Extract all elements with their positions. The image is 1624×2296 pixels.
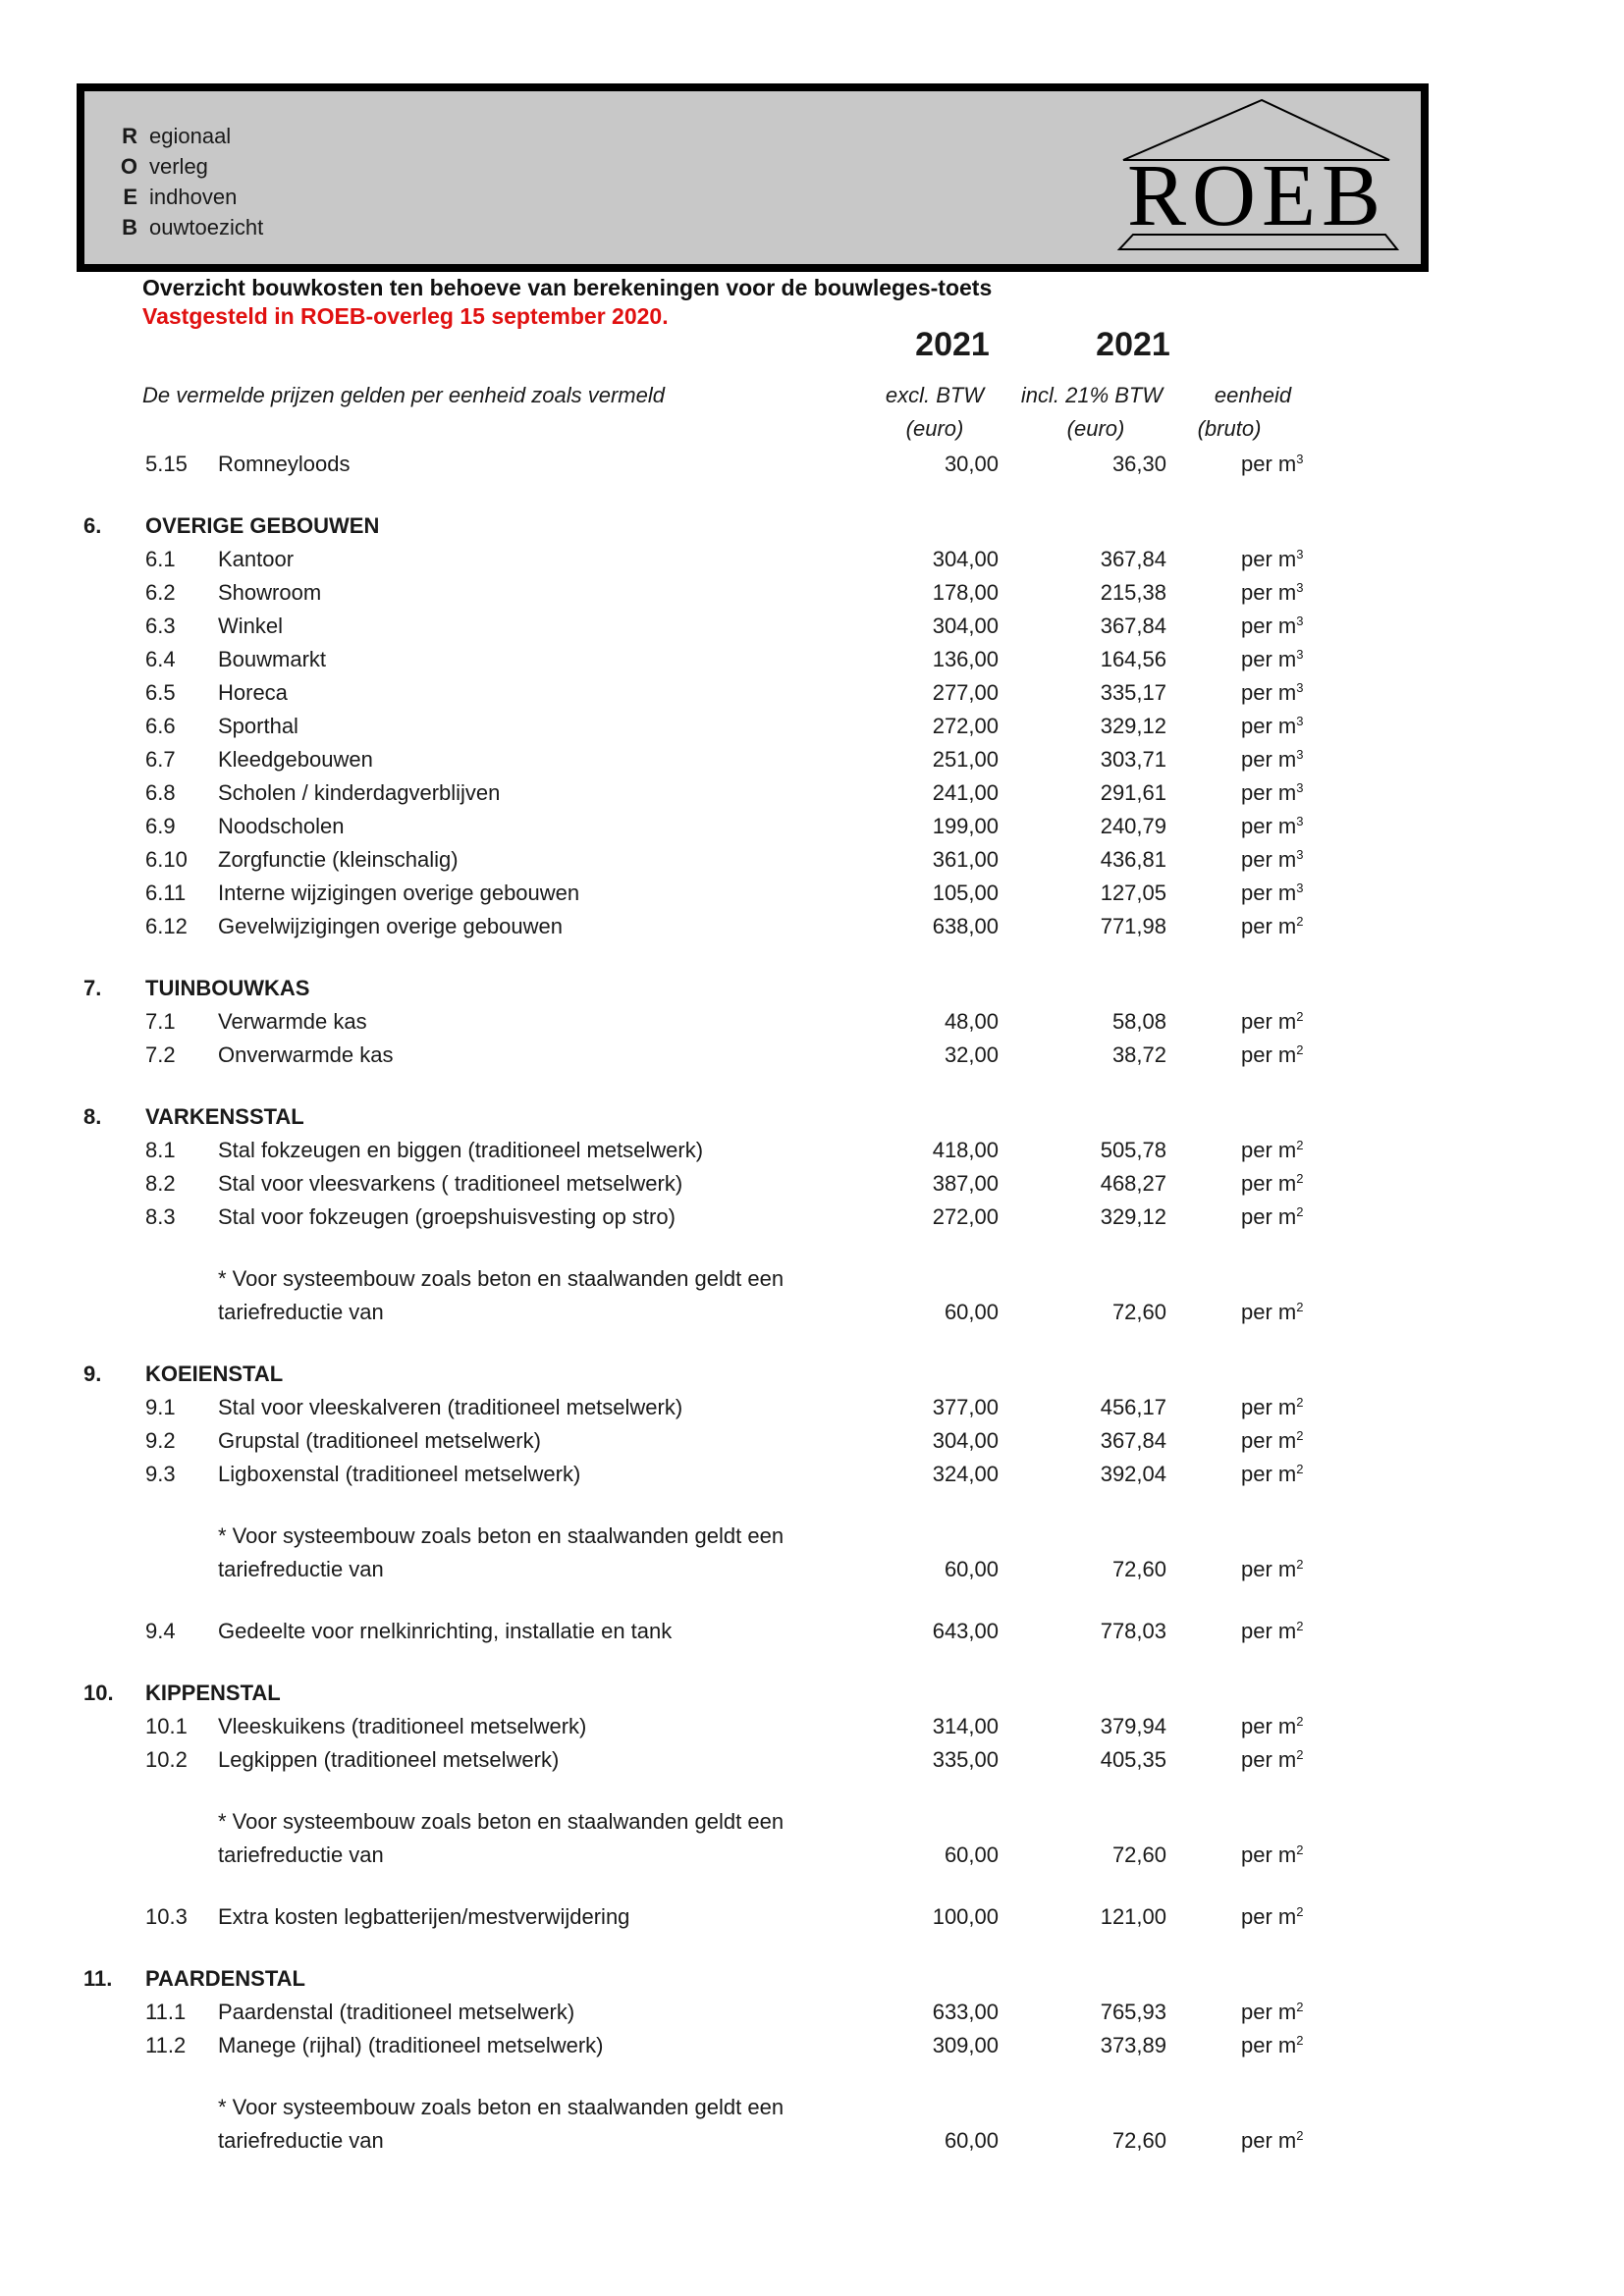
column-header-incl-btw: incl. 21% BTW bbox=[1020, 383, 1164, 407]
unit-base: per m bbox=[1241, 914, 1297, 938]
unit-superscript: 3 bbox=[1296, 747, 1304, 762]
column-header-excl-btw: excl. BTW bbox=[885, 383, 985, 407]
unit-superscript: 2 bbox=[1296, 1747, 1304, 1762]
unit-label bbox=[1241, 843, 1303, 880]
table-row bbox=[0, 509, 1624, 543]
item-number: 9.2 bbox=[145, 1428, 176, 1453]
unit-superscript: 2 bbox=[1296, 1395, 1304, 1410]
unit-label bbox=[1241, 743, 1303, 779]
item-description: Paardenstal (traditioneel metselwerk) bbox=[218, 2000, 575, 2024]
item-description: tariefreductie van bbox=[218, 2128, 384, 2153]
table-row bbox=[0, 1962, 1624, 1996]
unit-superscript: 2 bbox=[1296, 1138, 1304, 1152]
unit-superscript: 3 bbox=[1296, 547, 1304, 561]
price-incl-btw: 379,94 bbox=[1100, 1714, 1166, 1738]
item-number: 10.3 bbox=[145, 1904, 188, 1929]
unit-base: per m bbox=[1241, 647, 1297, 671]
price-incl-btw: 392,04 bbox=[1100, 1462, 1166, 1486]
item-number: 6.5 bbox=[145, 680, 176, 705]
price-incl-btw: 36,30 bbox=[1111, 452, 1166, 476]
acronym-word-rest: indhoven bbox=[149, 185, 238, 209]
price-incl-btw: 456,17 bbox=[1100, 1395, 1166, 1419]
item-description: Stal voor vleeskalveren (traditioneel metselwerk) bbox=[218, 1395, 683, 1419]
price-excl-btw: 324,00 bbox=[932, 1462, 999, 1486]
item-number: 6.4 bbox=[145, 647, 176, 671]
item-description: Vleeskuikens (traditioneel metselwerk) bbox=[218, 1714, 587, 1738]
table-row bbox=[0, 1677, 1624, 1710]
price-excl-btw: 304,00 bbox=[932, 1428, 999, 1453]
unit-superscript: 2 bbox=[1296, 2000, 1304, 2014]
unit-superscript: 2 bbox=[1296, 1714, 1304, 1729]
roeb-acronym-line bbox=[114, 212, 263, 242]
price-excl-btw: 199,00 bbox=[932, 814, 999, 838]
item-description: Interne wijzigingen overige gebouwen bbox=[218, 881, 580, 905]
item-description: Stal voor fokzeugen (groepshuisvesting op stro) bbox=[218, 1204, 676, 1229]
unit-label bbox=[1241, 1900, 1303, 1937]
unit-label bbox=[1241, 1615, 1303, 1651]
section-number: 8. bbox=[83, 1104, 102, 1129]
roeb-logo-banner bbox=[77, 83, 1429, 272]
table-row bbox=[0, 576, 1624, 610]
price-excl-btw: 32,00 bbox=[944, 1042, 999, 1067]
unit-base: per m bbox=[1241, 2128, 1297, 2153]
item-number: 8.3 bbox=[145, 1204, 176, 1229]
price-incl-btw: 127,05 bbox=[1100, 881, 1166, 905]
item-number: 9.3 bbox=[145, 1462, 176, 1486]
price-incl-btw: 58,08 bbox=[1111, 1009, 1166, 1034]
unit-label bbox=[1241, 676, 1303, 713]
price-excl-btw: 277,00 bbox=[932, 680, 999, 705]
unit-superscript: 2 bbox=[1296, 1904, 1304, 1919]
price-excl-btw: 60,00 bbox=[944, 2128, 999, 2153]
price-incl-btw: 771,98 bbox=[1100, 914, 1166, 938]
table-row bbox=[0, 1039, 1624, 1072]
price-excl-btw: 272,00 bbox=[932, 714, 999, 738]
logo-roeb-text: ROEB bbox=[1126, 147, 1387, 244]
price-excl-btw: 335,00 bbox=[932, 1747, 999, 1772]
table-row bbox=[0, 1710, 1624, 1743]
unit-superscript: 3 bbox=[1296, 814, 1304, 828]
price-incl-btw: 329,12 bbox=[1100, 714, 1166, 738]
table-row bbox=[0, 1358, 1624, 1391]
price-excl-btw: 272,00 bbox=[932, 1204, 999, 1229]
unit-base: per m bbox=[1241, 780, 1297, 805]
section-number: 6. bbox=[83, 513, 102, 538]
price-incl-btw: 72,60 bbox=[1111, 1842, 1166, 1867]
table-row bbox=[0, 910, 1624, 943]
section-title: OVERIGE GEBOUWEN bbox=[145, 513, 380, 538]
unit-label bbox=[1241, 448, 1303, 484]
unit-superscript: 2 bbox=[1296, 1428, 1304, 1443]
unit-superscript: 2 bbox=[1296, 1462, 1304, 1476]
item-number: 8.1 bbox=[145, 1138, 176, 1162]
unit-label bbox=[1241, 1553, 1303, 1589]
table-row bbox=[0, 1458, 1624, 1491]
price-excl-btw: 100,00 bbox=[932, 1904, 999, 1929]
unit-superscript: 3 bbox=[1296, 452, 1304, 466]
unit-superscript: 2 bbox=[1296, 2033, 1304, 2048]
unit-base: per m bbox=[1241, 881, 1297, 905]
item-number: 6.1 bbox=[145, 547, 176, 571]
table-row bbox=[0, 1005, 1624, 1039]
price-incl-btw: 291,61 bbox=[1100, 780, 1166, 805]
item-number: 6.6 bbox=[145, 714, 176, 738]
document-subtitle-red: Vastgesteld in ROEB-overleg 15 september 2020. bbox=[142, 303, 669, 329]
unit-label bbox=[1241, 1201, 1303, 1237]
unit-label bbox=[1241, 710, 1303, 746]
unit-superscript: 2 bbox=[1296, 1557, 1304, 1572]
unit-label bbox=[1241, 877, 1303, 913]
unit-label bbox=[1241, 776, 1303, 813]
item-description: Stal fokzeugen en biggen (traditioneel metselwerk) bbox=[218, 1138, 704, 1162]
table-row bbox=[0, 1262, 1624, 1296]
unit-label bbox=[1241, 1039, 1303, 1075]
section-number: 9. bbox=[83, 1362, 102, 1386]
acronym-capital-letter: E bbox=[123, 185, 137, 209]
unit-superscript: 2 bbox=[1296, 1842, 1304, 1857]
unit-base: per m bbox=[1241, 1619, 1297, 1643]
unit-base: per m bbox=[1241, 1300, 1297, 1324]
unit-label bbox=[1241, 1296, 1303, 1332]
table-row bbox=[0, 610, 1624, 643]
unit-base: per m bbox=[1241, 1714, 1297, 1738]
table-row bbox=[0, 643, 1624, 676]
item-description: Grupstal (traditioneel metselwerk) bbox=[218, 1428, 541, 1453]
price-excl-btw: 60,00 bbox=[944, 1300, 999, 1324]
item-description: Legkippen (traditioneel metselwerk) bbox=[218, 1747, 560, 1772]
price-incl-btw: 38,72 bbox=[1111, 1042, 1166, 1067]
table-row bbox=[0, 1296, 1624, 1329]
unit-base: per m bbox=[1241, 847, 1297, 872]
acronym-word-rest: egionaal bbox=[149, 124, 232, 148]
item-description: * Voor systeembouw zoals beton en staalwanden geldt een bbox=[218, 1809, 785, 1834]
unit-superscript: 2 bbox=[1296, 1204, 1304, 1219]
price-excl-btw: 178,00 bbox=[932, 580, 999, 605]
unit-base: per m bbox=[1241, 580, 1297, 605]
unit-base: per m bbox=[1241, 452, 1297, 476]
unit-label bbox=[1241, 643, 1303, 679]
unit-base: per m bbox=[1241, 680, 1297, 705]
price-excl-btw: 633,00 bbox=[932, 2000, 999, 2024]
price-excl-btw: 643,00 bbox=[932, 1619, 999, 1643]
acronym-capital-letter: R bbox=[122, 124, 137, 148]
price-incl-btw: 335,17 bbox=[1100, 680, 1166, 705]
column-year-excl: 2021 bbox=[915, 326, 990, 363]
unit-label bbox=[1241, 543, 1303, 579]
table-row bbox=[0, 1900, 1624, 1934]
unit-base: per m bbox=[1241, 1462, 1297, 1486]
unit-superscript: 2 bbox=[1296, 914, 1304, 929]
price-note: De vermelde prijzen gelden per eenheid zoals vermeld bbox=[142, 383, 665, 407]
unit-superscript: 3 bbox=[1296, 780, 1304, 795]
item-number: 9.1 bbox=[145, 1395, 176, 1419]
price-incl-btw: 505,78 bbox=[1100, 1138, 1166, 1162]
price-incl-btw: 765,93 bbox=[1100, 2000, 1166, 2024]
price-incl-btw: 303,71 bbox=[1100, 747, 1166, 772]
item-description: * Voor systeembouw zoals beton en staalwanden geldt een bbox=[218, 1266, 785, 1291]
unit-label bbox=[1241, 910, 1303, 946]
item-description: Gevelwijzigingen overige gebouwen bbox=[218, 914, 564, 938]
item-number: 6.9 bbox=[145, 814, 176, 838]
unit-base: per m bbox=[1241, 1904, 1297, 1929]
table-row bbox=[0, 1167, 1624, 1201]
price-excl-btw: 304,00 bbox=[932, 547, 999, 571]
item-description: Bouwmarkt bbox=[218, 647, 327, 671]
price-excl-btw: 48,00 bbox=[944, 1009, 999, 1034]
column-subheader-euro-excl: (euro) bbox=[905, 416, 964, 441]
unit-label bbox=[1241, 1167, 1303, 1203]
item-number: 10.1 bbox=[145, 1714, 188, 1738]
unit-base: per m bbox=[1241, 2033, 1297, 2057]
item-description: tariefreductie van bbox=[218, 1300, 384, 1324]
unit-superscript: 3 bbox=[1296, 847, 1304, 862]
table-row bbox=[0, 2091, 1624, 2124]
unit-superscript: 3 bbox=[1296, 647, 1304, 662]
item-description: Noodscholen bbox=[218, 814, 345, 838]
unit-label bbox=[1241, 1458, 1303, 1494]
unit-superscript: 2 bbox=[1296, 1619, 1304, 1633]
table-row bbox=[0, 1520, 1624, 1553]
unit-superscript: 2 bbox=[1296, 1042, 1304, 1057]
cost-table bbox=[0, 448, 1624, 2158]
section-number: 7. bbox=[83, 976, 102, 1000]
table-row bbox=[0, 1839, 1624, 1872]
item-description: Horeca bbox=[218, 680, 288, 705]
item-number: 7.1 bbox=[145, 1009, 176, 1034]
price-excl-btw: 60,00 bbox=[944, 1557, 999, 1581]
unit-base: per m bbox=[1241, 1009, 1297, 1034]
unit-label bbox=[1241, 2029, 1303, 2065]
table-row bbox=[0, 1424, 1624, 1458]
item-description: Romneyloods bbox=[218, 452, 351, 476]
unit-label bbox=[1241, 1134, 1303, 1170]
item-number: 6.11 bbox=[145, 881, 187, 905]
unit-label bbox=[1241, 810, 1303, 846]
item-number: 11.2 bbox=[145, 2033, 187, 2057]
price-excl-btw: 136,00 bbox=[932, 647, 999, 671]
price-incl-btw: 468,27 bbox=[1100, 1171, 1166, 1196]
price-incl-btw: 72,60 bbox=[1111, 2128, 1166, 2153]
unit-label bbox=[1241, 1710, 1303, 1746]
unit-base: per m bbox=[1241, 1428, 1297, 1453]
table-row bbox=[0, 710, 1624, 743]
price-excl-btw: 314,00 bbox=[932, 1714, 999, 1738]
item-description: Onverwarmde kas bbox=[218, 1042, 394, 1067]
roeb-acronym-lines bbox=[114, 121, 263, 242]
unit-superscript: 2 bbox=[1296, 1171, 1304, 1186]
table-row bbox=[0, 1100, 1624, 1134]
section-title: PAARDENSTAL bbox=[145, 1966, 305, 1991]
unit-label bbox=[1241, 1005, 1303, 1041]
price-incl-btw: 72,60 bbox=[1111, 1300, 1166, 1324]
price-excl-btw: 377,00 bbox=[932, 1395, 999, 1419]
item-description: * Voor systeembouw zoals beton en staalwanden geldt een bbox=[218, 2095, 785, 2119]
item-number: 11.1 bbox=[145, 2000, 187, 2024]
section-title: KOEIENSTAL bbox=[145, 1362, 284, 1386]
price-incl-btw: 778,03 bbox=[1100, 1619, 1166, 1643]
section-title: VARKENSSTAL bbox=[145, 1104, 304, 1129]
unit-superscript: 3 bbox=[1296, 614, 1304, 628]
roeb-acronym-line bbox=[114, 151, 263, 182]
item-number: 8.2 bbox=[145, 1171, 176, 1196]
table-row bbox=[0, 877, 1624, 910]
roeb-acronym-line bbox=[114, 121, 263, 151]
unit-base: per m bbox=[1241, 1747, 1297, 1772]
price-incl-btw: 121,00 bbox=[1100, 1904, 1166, 1929]
item-description: Gedeelte voor rnelkinrichting, installatie en tank bbox=[218, 1619, 673, 1643]
unit-label bbox=[1241, 1996, 1303, 2032]
unit-base: per m bbox=[1241, 714, 1297, 738]
item-description: Sporthal bbox=[218, 714, 298, 738]
unit-base: per m bbox=[1241, 1204, 1297, 1229]
unit-base: per m bbox=[1241, 814, 1297, 838]
price-incl-btw: 367,84 bbox=[1100, 614, 1166, 638]
price-excl-btw: 105,00 bbox=[932, 881, 999, 905]
price-excl-btw: 361,00 bbox=[932, 847, 999, 872]
price-incl-btw: 436,81 bbox=[1100, 847, 1166, 872]
acronym-capital-letter: O bbox=[120, 154, 137, 179]
item-number: 10.2 bbox=[145, 1747, 188, 1772]
unit-base: per m bbox=[1241, 1042, 1297, 1067]
price-incl-btw: 240,79 bbox=[1100, 814, 1166, 838]
table-row bbox=[0, 972, 1624, 1005]
item-number: 9.4 bbox=[145, 1619, 176, 1643]
acronym-word-rest: verleg bbox=[149, 154, 208, 179]
price-incl-btw: 405,35 bbox=[1100, 1747, 1166, 1772]
document-title: Overzicht bouwkosten ten behoeve van berekeningen voor de bouwleges-toets bbox=[142, 275, 993, 300]
item-number: 6.2 bbox=[145, 580, 176, 605]
price-excl-btw: 304,00 bbox=[932, 614, 999, 638]
acronym-capital-letter: B bbox=[122, 215, 137, 240]
unit-label bbox=[1241, 576, 1303, 613]
table-row bbox=[0, 1743, 1624, 1777]
unit-label bbox=[1241, 1424, 1303, 1461]
table-row bbox=[0, 448, 1624, 481]
column-subheader-bruto: (bruto) bbox=[1197, 416, 1262, 441]
item-description: Stal voor vleesvarkens ( traditioneel metselwerk) bbox=[218, 1171, 683, 1196]
unit-superscript: 3 bbox=[1296, 881, 1304, 895]
table-row bbox=[0, 843, 1624, 877]
unit-superscript: 3 bbox=[1296, 680, 1304, 695]
column-year-incl: 2021 bbox=[1096, 326, 1170, 363]
item-description: Verwarmde kas bbox=[218, 1009, 367, 1034]
price-excl-btw: 241,00 bbox=[932, 780, 999, 805]
table-row bbox=[0, 1201, 1624, 1234]
item-description: * Voor systeembouw zoals beton en staalwanden geldt een bbox=[218, 1523, 785, 1548]
unit-label bbox=[1241, 610, 1303, 646]
price-excl-btw: 60,00 bbox=[944, 1842, 999, 1867]
price-incl-btw: 367,84 bbox=[1100, 547, 1166, 571]
table-row bbox=[0, 1134, 1624, 1167]
section-title: KIPPENSTAL bbox=[145, 1681, 281, 1705]
unit-base: per m bbox=[1241, 614, 1297, 638]
price-excl-btw: 309,00 bbox=[932, 2033, 999, 2057]
unit-superscript: 3 bbox=[1296, 714, 1304, 728]
table-row bbox=[0, 1553, 1624, 1586]
unit-label bbox=[1241, 1391, 1303, 1427]
price-excl-btw: 638,00 bbox=[932, 914, 999, 938]
item-description: Extra kosten legbatterijen/mestverwijdering bbox=[218, 1904, 630, 1929]
table-row bbox=[0, 2029, 1624, 2062]
item-number: 5.15 bbox=[145, 452, 188, 476]
item-description: Manege (rijhal) (traditioneel metselwerk) bbox=[218, 2033, 604, 2057]
table-row bbox=[0, 543, 1624, 576]
item-number: 6.3 bbox=[145, 614, 176, 638]
roeb-acronym-line bbox=[114, 182, 263, 212]
unit-base: per m bbox=[1241, 1842, 1297, 1867]
unit-base: per m bbox=[1241, 747, 1297, 772]
unit-superscript: 2 bbox=[1296, 2128, 1304, 2143]
table-row bbox=[0, 1805, 1624, 1839]
table-row bbox=[0, 1391, 1624, 1424]
price-excl-btw: 418,00 bbox=[932, 1138, 999, 1162]
unit-superscript: 3 bbox=[1296, 580, 1304, 595]
table-row bbox=[0, 676, 1624, 710]
unit-base: per m bbox=[1241, 1557, 1297, 1581]
roeb-house-logo bbox=[1107, 95, 1411, 258]
unit-label bbox=[1241, 2124, 1303, 2161]
price-excl-btw: 251,00 bbox=[932, 747, 999, 772]
item-number: 6.7 bbox=[145, 747, 176, 772]
item-number: 6.10 bbox=[145, 847, 188, 872]
price-incl-btw: 215,38 bbox=[1100, 580, 1166, 605]
item-description: Kantoor bbox=[218, 547, 295, 571]
item-description: Showroom bbox=[218, 580, 322, 605]
unit-label bbox=[1241, 1743, 1303, 1780]
item-number: 6.8 bbox=[145, 780, 176, 805]
item-description: Scholen / kinderdagverblijven bbox=[218, 780, 501, 805]
section-title: TUINBOUWKAS bbox=[145, 976, 310, 1000]
item-description: tariefreductie van bbox=[218, 1557, 384, 1581]
item-number: 7.2 bbox=[145, 1042, 176, 1067]
unit-base: per m bbox=[1241, 2000, 1297, 2024]
price-incl-btw: 329,12 bbox=[1100, 1204, 1166, 1229]
item-number: 6.12 bbox=[145, 914, 188, 938]
unit-base: per m bbox=[1241, 1171, 1297, 1196]
column-header-eenheid: eenheid bbox=[1214, 383, 1292, 407]
price-incl-btw: 72,60 bbox=[1111, 1557, 1166, 1581]
acronym-word-rest: ouwtoezicht bbox=[149, 215, 264, 240]
unit-base: per m bbox=[1241, 547, 1297, 571]
table-row bbox=[0, 810, 1624, 843]
unit-superscript: 2 bbox=[1296, 1300, 1304, 1314]
table-row bbox=[0, 1615, 1624, 1648]
price-incl-btw: 164,56 bbox=[1100, 647, 1166, 671]
table-row bbox=[0, 2124, 1624, 2158]
table-row bbox=[0, 743, 1624, 776]
table-row bbox=[0, 1996, 1624, 2029]
item-description: tariefreductie van bbox=[218, 1842, 384, 1867]
table-row bbox=[0, 776, 1624, 810]
price-incl-btw: 373,89 bbox=[1100, 2033, 1166, 2057]
unit-base: per m bbox=[1241, 1138, 1297, 1162]
column-subheader-euro-incl: (euro) bbox=[1066, 416, 1125, 441]
unit-label bbox=[1241, 1839, 1303, 1875]
item-description: Kleedgebouwen bbox=[218, 747, 373, 772]
unit-base: per m bbox=[1241, 1395, 1297, 1419]
price-excl-btw: 387,00 bbox=[932, 1171, 999, 1196]
price-excl-btw: 30,00 bbox=[944, 452, 999, 476]
section-number: 11. bbox=[83, 1966, 113, 1991]
section-number: 10. bbox=[83, 1681, 114, 1705]
price-incl-btw: 367,84 bbox=[1100, 1428, 1166, 1453]
item-description: Ligboxenstal (traditioneel metselwerk) bbox=[218, 1462, 581, 1486]
item-description: Winkel bbox=[218, 614, 284, 638]
item-description: Zorgfunctie (kleinschalig) bbox=[218, 847, 459, 872]
unit-superscript: 2 bbox=[1296, 1009, 1304, 1024]
